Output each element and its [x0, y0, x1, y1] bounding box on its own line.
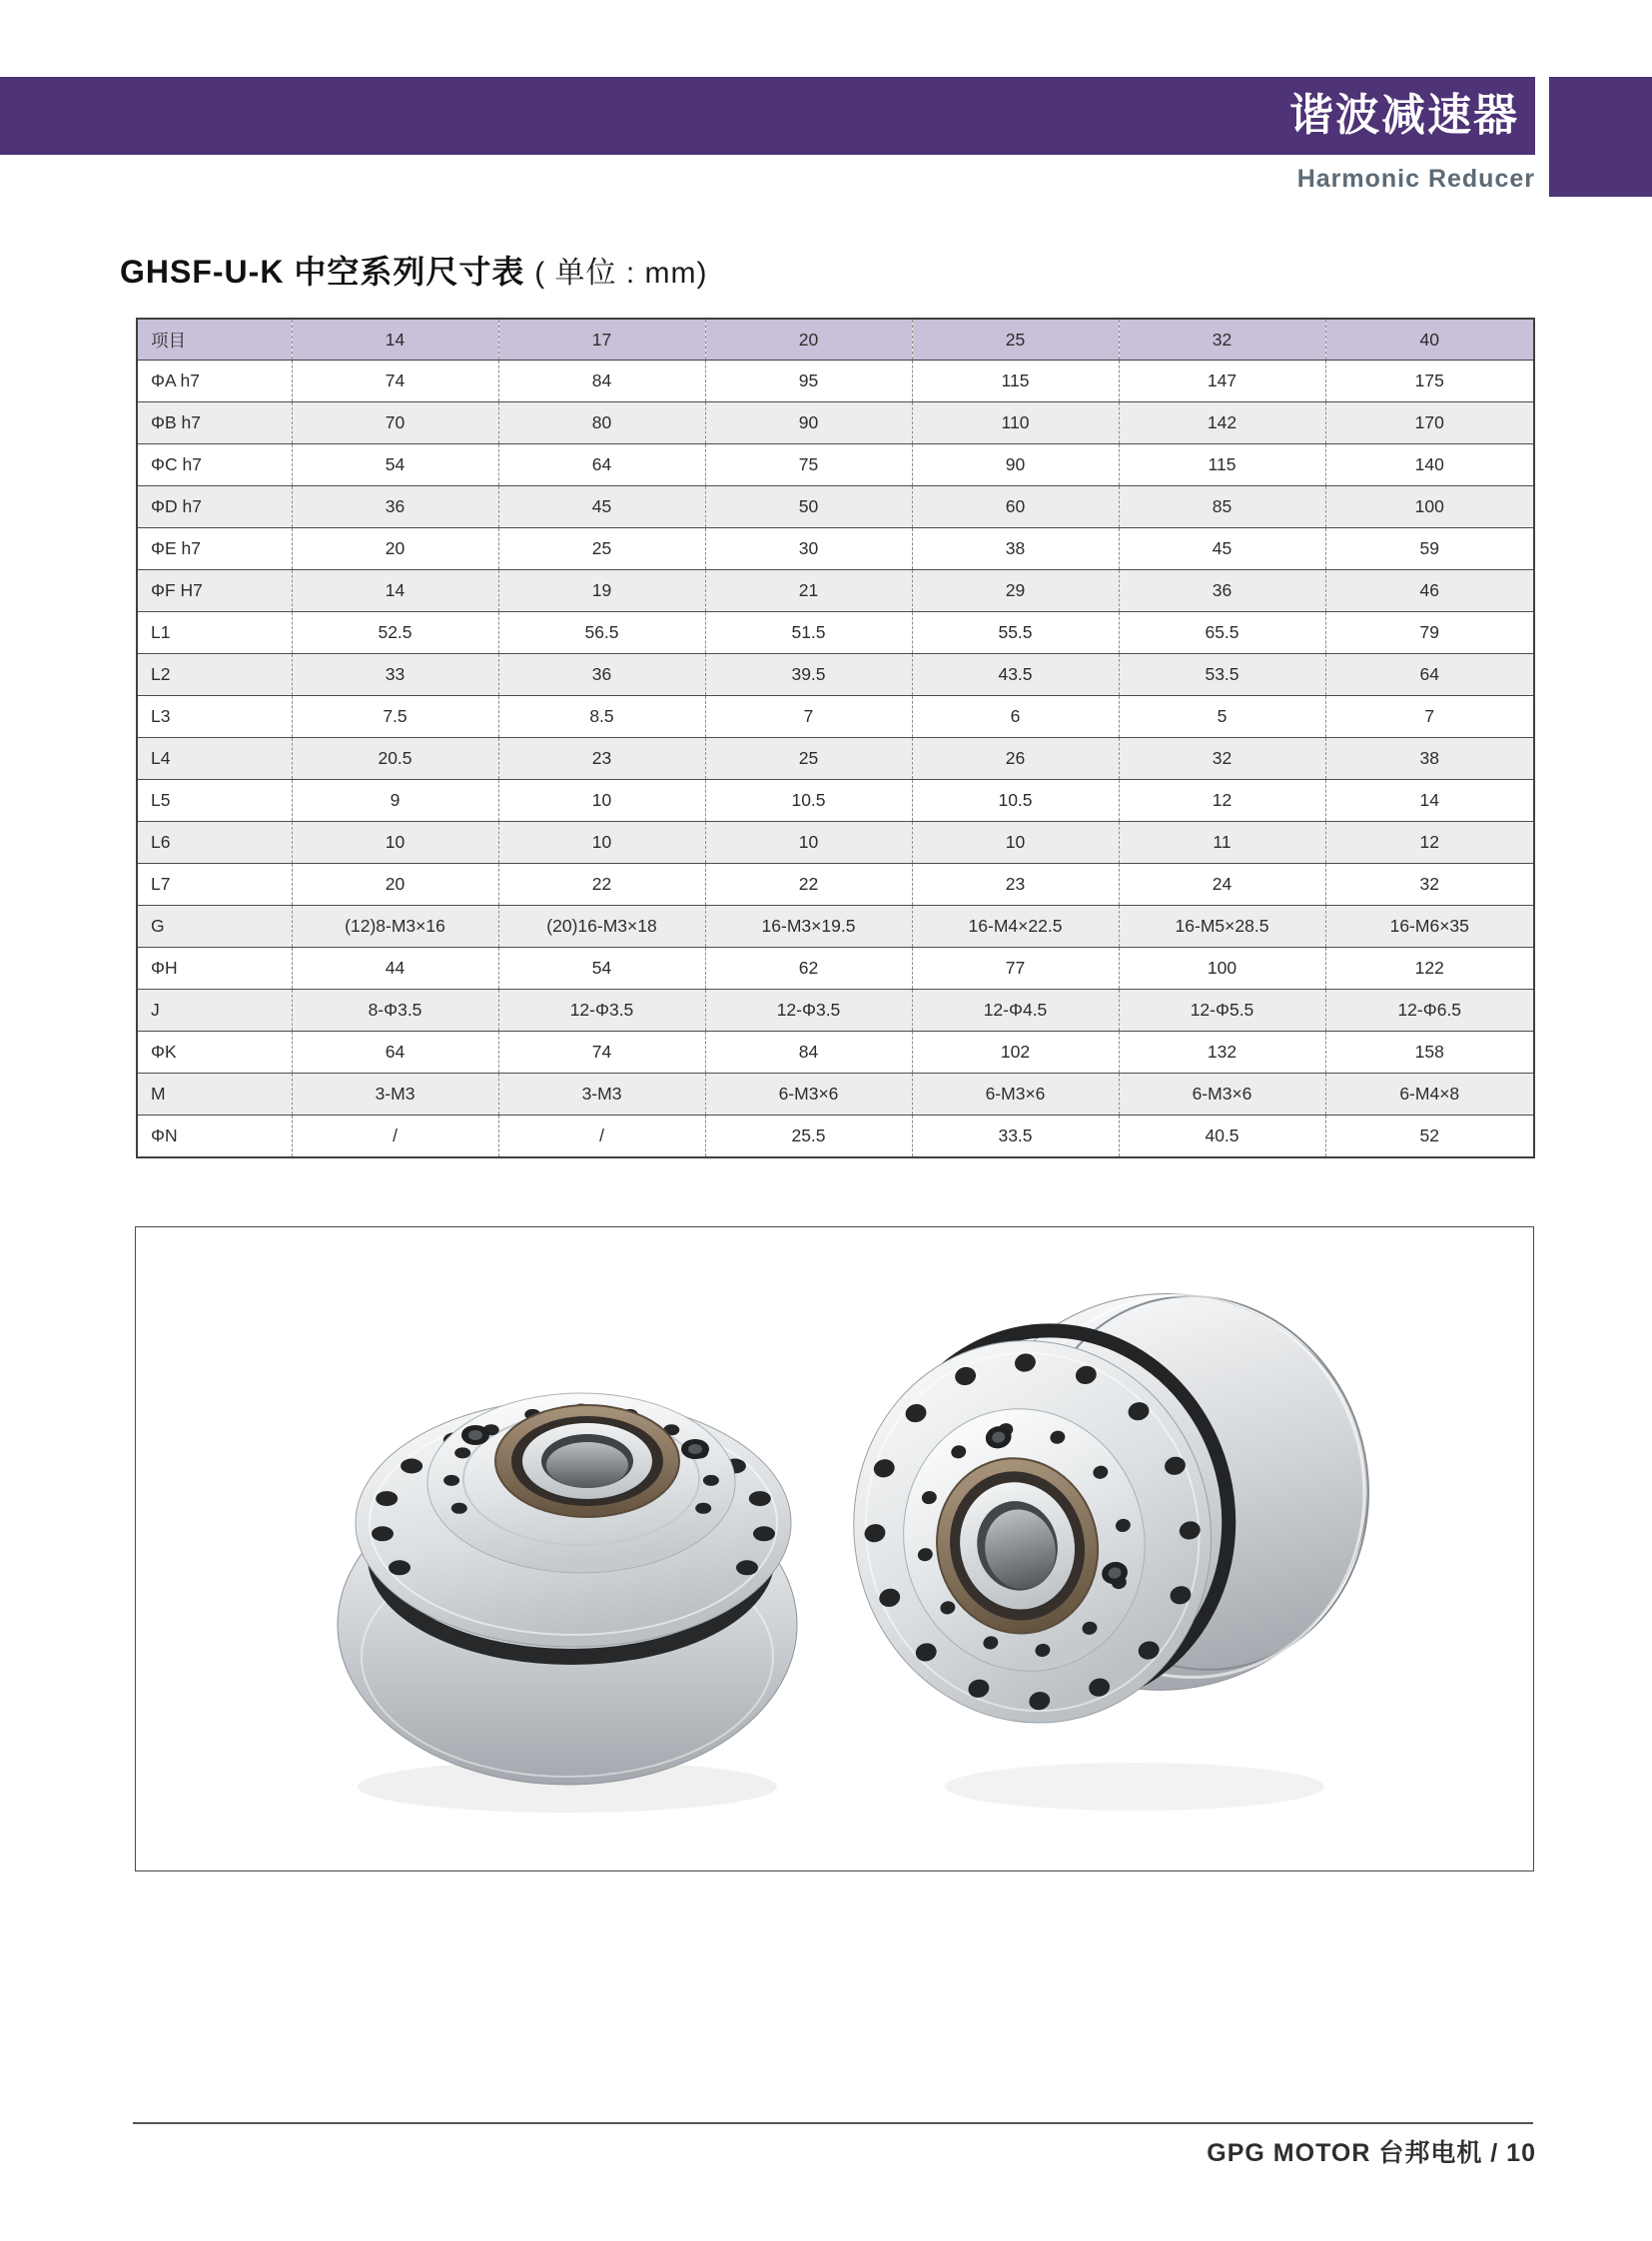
table-cell: 90	[705, 402, 912, 444]
column-header-size: 17	[498, 319, 705, 361]
footer-divider	[133, 2122, 1533, 2124]
table-cell: 16-M4×22.5	[912, 906, 1119, 948]
table-cell: 95	[705, 361, 912, 402]
table-row	[137, 1032, 1534, 1074]
table-cell: 115	[1119, 444, 1325, 486]
table-cell: 100	[1325, 486, 1534, 528]
reducer-right	[810, 1250, 1446, 1868]
table-cell: 23	[912, 864, 1119, 906]
table-cell: 158	[1325, 1032, 1534, 1074]
table-cell: 8.5	[498, 696, 705, 738]
row-label: ΦA h7	[137, 361, 292, 402]
table-cell: 8-Φ3.5	[292, 990, 498, 1032]
row-label: L1	[137, 612, 292, 654]
table-cell: 20.5	[292, 738, 498, 780]
table-cell: 55.5	[912, 612, 1119, 654]
table-cell: 22	[705, 864, 912, 906]
row-label: ΦB h7	[137, 402, 292, 444]
table-row	[137, 486, 1534, 528]
footer-text: GPG MOTOR 台邦电机 / 10	[1207, 2139, 1536, 2167]
row-label: L3	[137, 696, 292, 738]
table-cell: 110	[912, 402, 1119, 444]
dimension-table	[136, 318, 1535, 1158]
table-header-row	[137, 319, 1534, 361]
table-cell: 6-M3×6	[705, 1074, 912, 1116]
table-cell: 122	[1325, 948, 1534, 990]
table-cell: 64	[1325, 654, 1534, 696]
table-cell: 14	[1325, 780, 1534, 822]
table-cell: 75	[705, 444, 912, 486]
table-cell: 39.5	[705, 654, 912, 696]
table-cell: 10	[498, 822, 705, 864]
table-cell: 7.5	[292, 696, 498, 738]
row-label: ΦF H7	[137, 570, 292, 612]
table-cell: 51.5	[705, 612, 912, 654]
table-cell: 100	[1119, 948, 1325, 990]
column-header-size: 40	[1325, 319, 1534, 361]
table-cell: 26	[912, 738, 1119, 780]
table-cell: 170	[1325, 402, 1534, 444]
table-cell: /	[292, 1116, 498, 1158]
reducer-left	[338, 1393, 797, 1813]
table-cell: 12-Φ3.5	[498, 990, 705, 1032]
table-cell: 53.5	[1119, 654, 1325, 696]
table-row	[137, 822, 1534, 864]
table-cell: 6-M3×6	[1119, 1074, 1325, 1116]
table-cell: 32	[1325, 864, 1534, 906]
table-row	[137, 1074, 1534, 1116]
table-cell: 19	[498, 570, 705, 612]
row-label: L6	[137, 822, 292, 864]
table-cell: 70	[292, 402, 498, 444]
table-cell: 12-Φ3.5	[705, 990, 912, 1032]
table-cell: 44	[292, 948, 498, 990]
table-cell: 52.5	[292, 612, 498, 654]
column-header-size: 32	[1119, 319, 1325, 361]
header-title-cn: 谐波减速器	[1289, 91, 1519, 140]
table-cell: 52	[1325, 1116, 1534, 1158]
table-cell: 16-M5×28.5	[1119, 906, 1325, 948]
table-cell: (12)8-M3×16	[292, 906, 498, 948]
table-row	[137, 612, 1534, 654]
row-label: G	[137, 906, 292, 948]
table-cell: 24	[1119, 864, 1325, 906]
table-cell: 33	[292, 654, 498, 696]
column-header-size: 14	[292, 319, 498, 361]
row-label: ΦK	[137, 1032, 292, 1074]
table-cell: 12-Φ5.5	[1119, 990, 1325, 1032]
header-bar	[0, 77, 1535, 155]
table-cell: 25.5	[705, 1116, 912, 1158]
table-cell: 12-Φ6.5	[1325, 990, 1534, 1032]
table-cell: 74	[498, 1032, 705, 1074]
table-cell: 64	[292, 1032, 498, 1074]
table-cell: 84	[705, 1032, 912, 1074]
table-cell: 16-M6×35	[1325, 906, 1534, 948]
table-cell: 21	[705, 570, 912, 612]
table-cell: 10	[292, 822, 498, 864]
row-label: ΦN	[137, 1116, 292, 1158]
row-label: ΦH	[137, 948, 292, 990]
table-cell: (20)16-M3×18	[498, 906, 705, 948]
table-cell: 90	[912, 444, 1119, 486]
header-accent-square	[1549, 77, 1652, 197]
table-row	[137, 402, 1534, 444]
table-row	[137, 361, 1534, 402]
table-cell: 54	[292, 444, 498, 486]
row-label: L7	[137, 864, 292, 906]
table-cell: 10	[498, 780, 705, 822]
row-label: M	[137, 1074, 292, 1116]
table-row	[137, 444, 1534, 486]
harmonic-reducer-photo	[136, 1227, 1531, 1868]
table-cell: 79	[1325, 612, 1534, 654]
table-cell: 23	[498, 738, 705, 780]
table-cell: 20	[292, 864, 498, 906]
column-header-item: 项目	[137, 319, 292, 361]
table-cell: 175	[1325, 361, 1534, 402]
table-cell: 25	[705, 738, 912, 780]
row-label: L2	[137, 654, 292, 696]
table-row	[137, 570, 1534, 612]
column-header-size: 25	[912, 319, 1119, 361]
table-cell: 3-M3	[498, 1074, 705, 1116]
table-row	[137, 738, 1534, 780]
table-cell: 10.5	[912, 780, 1119, 822]
section-title-text: GHSF-U-K 中空系列尺寸表	[120, 254, 525, 290]
table-cell: 12	[1325, 822, 1534, 864]
table-cell: 46	[1325, 570, 1534, 612]
table-cell: 29	[912, 570, 1119, 612]
table-row	[137, 1116, 1534, 1158]
table-cell: 62	[705, 948, 912, 990]
table-cell: 3-M3	[292, 1074, 498, 1116]
table-cell: 54	[498, 948, 705, 990]
dimension-table-wrapper	[136, 318, 1535, 1158]
table-cell: 142	[1119, 402, 1325, 444]
row-label: L4	[137, 738, 292, 780]
table-cell: 40.5	[1119, 1116, 1325, 1158]
table-cell: 10	[912, 822, 1119, 864]
table-cell: 38	[912, 528, 1119, 570]
header-subtitle-en: Harmonic Reducer	[1296, 165, 1535, 193]
table-cell: 140	[1325, 444, 1534, 486]
table-cell: 50	[705, 486, 912, 528]
table-cell: 36	[292, 486, 498, 528]
table-cell: 77	[912, 948, 1119, 990]
table-cell: 16-M3×19.5	[705, 906, 912, 948]
table-cell: 9	[292, 780, 498, 822]
table-cell: 32	[1119, 738, 1325, 780]
row-label: ΦD h7	[137, 486, 292, 528]
table-cell: 43.5	[912, 654, 1119, 696]
table-row	[137, 906, 1534, 948]
table-cell: 45	[498, 486, 705, 528]
table-cell: 6	[912, 696, 1119, 738]
table-cell: 20	[292, 528, 498, 570]
table-cell: 10	[705, 822, 912, 864]
table-cell: 147	[1119, 361, 1325, 402]
table-cell: 45	[1119, 528, 1325, 570]
table-row	[137, 528, 1534, 570]
table-cell: 56.5	[498, 612, 705, 654]
table-cell: 115	[912, 361, 1119, 402]
table-cell: 7	[705, 696, 912, 738]
table-row	[137, 864, 1534, 906]
table-cell: 25	[498, 528, 705, 570]
table-cell: 80	[498, 402, 705, 444]
table-cell: 12	[1119, 780, 1325, 822]
table-cell: 60	[912, 486, 1119, 528]
table-cell: 14	[292, 570, 498, 612]
product-image-box	[135, 1226, 1534, 1871]
row-label: ΦC h7	[137, 444, 292, 486]
table-cell: 33.5	[912, 1116, 1119, 1158]
row-label: ΦE h7	[137, 528, 292, 570]
table-cell: 132	[1119, 1032, 1325, 1074]
table-cell: 30	[705, 528, 912, 570]
table-cell: 6-M4×8	[1325, 1074, 1534, 1116]
table-cell: 74	[292, 361, 498, 402]
table-cell: 11	[1119, 822, 1325, 864]
table-cell: /	[498, 1116, 705, 1158]
row-label: J	[137, 990, 292, 1032]
table-cell: 36	[498, 654, 705, 696]
table-row	[137, 948, 1534, 990]
table-cell: 59	[1325, 528, 1534, 570]
table-cell: 64	[498, 444, 705, 486]
table-cell: 38	[1325, 738, 1534, 780]
row-label: L5	[137, 780, 292, 822]
table-cell: 5	[1119, 696, 1325, 738]
table-cell: 10.5	[705, 780, 912, 822]
section-title-unit: ( 单位 : mm)	[534, 257, 708, 290]
table-row	[137, 780, 1534, 822]
column-header-size: 20	[705, 319, 912, 361]
table-row	[137, 654, 1534, 696]
table-cell: 6-M3×6	[912, 1074, 1119, 1116]
table-cell: 7	[1325, 696, 1534, 738]
table-cell: 84	[498, 361, 705, 402]
section-title	[120, 247, 708, 293]
table-row	[137, 696, 1534, 738]
table-cell: 102	[912, 1032, 1119, 1074]
table-cell: 22	[498, 864, 705, 906]
table-cell: 36	[1119, 570, 1325, 612]
table-cell: 12-Φ4.5	[912, 990, 1119, 1032]
table-cell: 85	[1119, 486, 1325, 528]
table-cell: 65.5	[1119, 612, 1325, 654]
table-row	[137, 990, 1534, 1032]
